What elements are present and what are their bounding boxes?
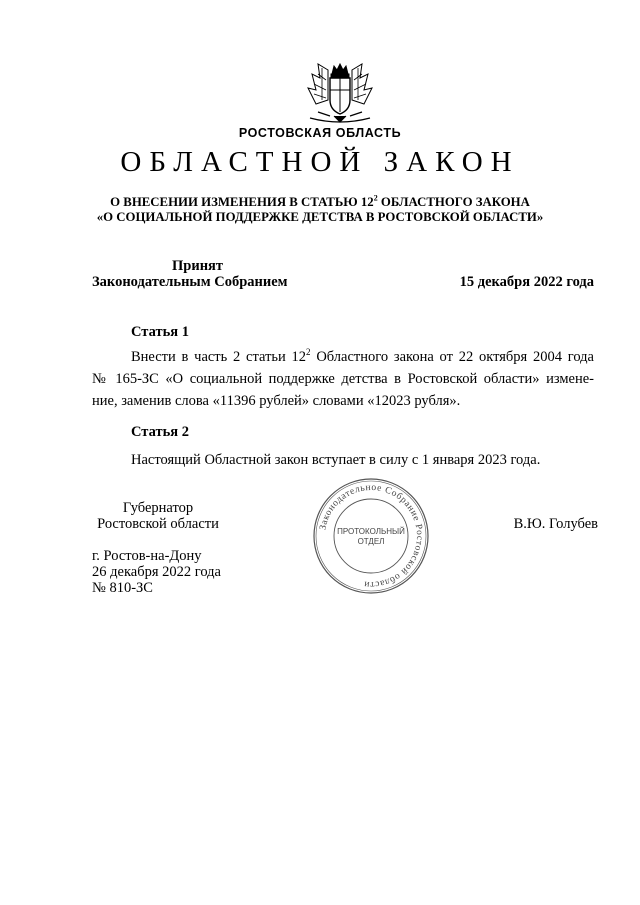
article1-heading: Статья 1 bbox=[131, 324, 189, 340]
article2-body: Настоящий Областной закон вступает в силу с 1 января 2023 года. bbox=[131, 452, 541, 468]
article1-body bbox=[92, 346, 594, 412]
law-number: № 810-ЗС bbox=[92, 580, 153, 596]
coat-of-arms-emblem bbox=[300, 60, 380, 132]
law-title-line1-post: ОБЛАСТНОГО ЗАКОНА bbox=[377, 195, 530, 209]
law-title-line2: «О СОЦИАЛЬНОЙ ПОДДЕРЖКЕ ДЕТСТВА В РОСТОВСКОЙ ОБЛАСТИ» bbox=[96, 210, 544, 224]
article1-line1 bbox=[92, 346, 594, 368]
adopted-label: Принят bbox=[172, 258, 224, 274]
document-type: ОБЛАСТНОЙ ЗАКОН bbox=[120, 146, 520, 178]
governor-title: Губернатор bbox=[122, 500, 194, 516]
region-name: РОСТОВСКАЯ ОБЛАСТЬ bbox=[238, 126, 402, 140]
law-title-superscript: 2 bbox=[373, 193, 378, 203]
article1-line3: ние, заменив слова «11396 рублей» словами «12023 рубля». bbox=[92, 393, 461, 409]
adopted-date: 15 декабря 2022 года bbox=[459, 274, 594, 290]
adopted-by: Законодательным Собранием bbox=[92, 274, 288, 290]
article1-line1-post: Областного закона от 22 октября 2004 года bbox=[310, 349, 594, 365]
stamp-center-line2: ОТДЕЛ bbox=[357, 537, 385, 546]
official-stamp bbox=[312, 477, 430, 595]
stamp-ring-text: Законодательное Собрание Ростовской области bbox=[318, 482, 425, 590]
article1-line1-pre: Внести в часть 2 статьи 12 bbox=[131, 349, 307, 365]
signing-date: 26 декабря 2022 года bbox=[92, 564, 221, 580]
article1-line2: № 165-ЗС «О социальной поддержке детства в Ростовской области» измене- bbox=[92, 371, 594, 387]
article1-superscript: 2 bbox=[306, 347, 311, 358]
article2-heading: Статья 2 bbox=[131, 424, 189, 440]
governor-position bbox=[92, 500, 224, 532]
signing-details bbox=[92, 548, 221, 596]
law-title-line1-pre: О ВНЕСЕНИИ ИЗМЕНЕНИЯ В СТАТЬЮ 12 bbox=[110, 195, 374, 209]
law-title-line1 bbox=[0, 195, 640, 210]
governor-region: Ростовской области bbox=[97, 516, 219, 532]
stamp-center-line1: ПРОТОКОЛЬНЫЙ bbox=[337, 527, 405, 536]
signing-place: г. Ростов-на-Дону bbox=[92, 548, 202, 564]
governor-name: В.Ю. Голубев bbox=[513, 516, 598, 532]
